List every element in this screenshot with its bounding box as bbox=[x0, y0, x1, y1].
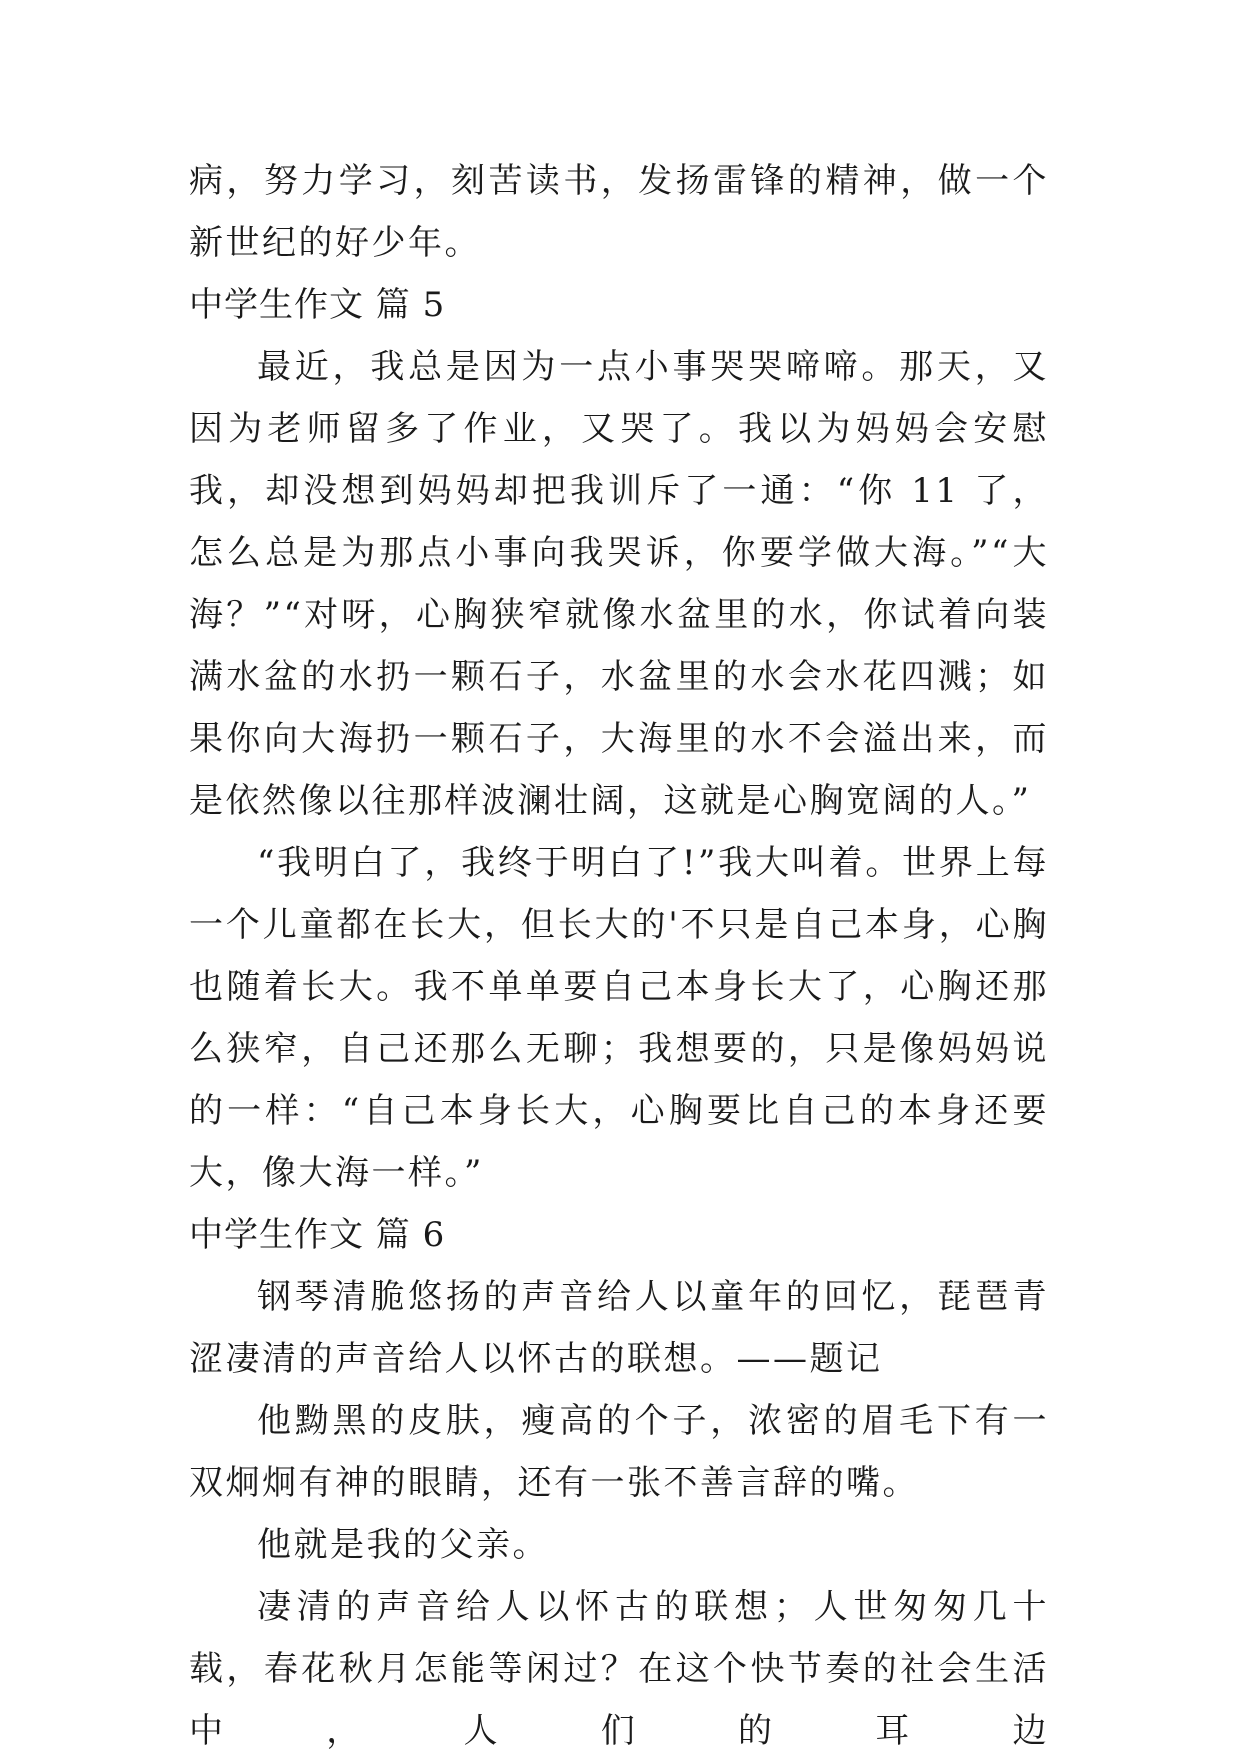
paragraph: “我明白了，我终于明白了!”我大叫着。世界上每一个儿童都在长大，但长大的'不只是自己本身，心胸也随着长大。我不单单要自己本身长大了，心胸还那么狭窄，自己还那么无聊；我想要的，只是像妈妈说的一样：“自己本身长大，心胸要比自己的本身还要大，像大海一样。” bbox=[189, 843, 1049, 1193]
paragraph-continuation: 病，努力学习，刻苦读书，发扬雷锋的精神，做一个新世纪的好少年。 bbox=[189, 161, 1049, 263]
paragraph: 他就是我的父亲。 bbox=[257, 1525, 549, 1565]
paragraph-epigraph: 钢琴清脆悠扬的声音给人以童年的回忆，琵琶青涩凄清的声音给人以怀古的联想。——题记 bbox=[189, 1277, 1049, 1379]
section-heading-6: 中学生作文 篇 6 bbox=[189, 1215, 446, 1255]
paragraph: 他黝黑的皮肤，瘦高的个子，浓密的眉毛下有一双炯炯有神的眼睛，还有一张不善言辞的嘴。 bbox=[189, 1401, 1049, 1503]
section-heading-5: 中学生作文 篇 5 bbox=[189, 285, 446, 325]
document-body bbox=[189, 150, 1049, 1762]
paragraph-truncated: 凄清的声音给人以怀古的联想；人世匆匆几十载，春花秋月怎能等闲过？在这个快节奏的社会生活中，人们的耳边 bbox=[189, 1587, 1049, 1751]
paragraph: 最近，我总是因为一点小事哭哭啼啼。那天，又因为老师留多了作业，又哭了。我以为妈妈会安慰我，却没想到妈妈却把我训斥了一通：“你 11 了，怎么总是为那点小事向我哭诉，你要学做大海。”“大海？”“对呀，心胸狭窄就像水盆里的水，你试着向装满水盆的水扔一颗石子，水盆里的水会水花四溅；如果你向大海扔一颗石子，大海里的水不会溢出来，而是依然像以往那样波澜壮阔，这就是心胸宽阔的人。” bbox=[189, 347, 1049, 821]
